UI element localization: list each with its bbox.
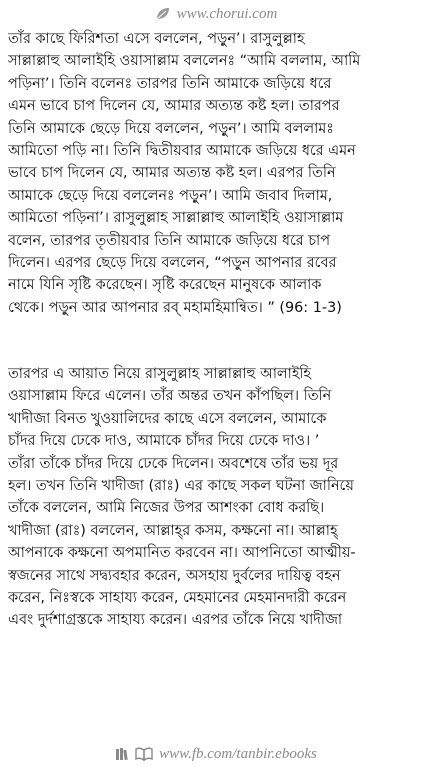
text-line: খাদীজা (রাঃ) বললেন, আল্লাহ্‌র কসম, কক্ষনো না। আল্লাহ্ [8,522,338,539]
paragraph-1 [8,28,424,319]
text-line: হল। তখন তিনি খাদীজা (রাঃ) এর কাছে সকল ঘটনা জানিয়ে [8,478,354,495]
paragraph-spacer [8,319,424,363]
text-line: এবং দুর্দশাগ্রস্তকে সাহায্য করেন। এরপর তাঁকে নিয়ে খাদীজা [8,612,343,629]
header-watermark: www.chorui.com [176,5,278,22]
text-line: তারপর এ আয়াত নিয়ে রাসুলুল্লাহ সাল্লাল্লাহু আলাইহি [8,366,311,383]
page-header [0,4,432,24]
text-line: খাদীজা বিনত খুওয়ালিদের কাছে এসে বললেন, আমাকে [8,410,327,427]
text-line: করেন, নিঃস্বকে সাহায্য করেন, মেহমানের মেহমানদারী করেন [8,589,347,606]
text-line: চাঁদর দিয়ে ঢেকে দাও, আমাকে চাঁদর দিয়ে ঢেকে দাও। ’ [8,433,320,450]
text-line: তাঁকে বললেন, আমি নিজের উপর আশংকা বোধ করছি। [8,500,325,517]
text-line: ভাবে চাপ দিলেন যে, আমার অত্যন্ত কষ্ট হল। এরপর তিনি [8,165,336,182]
footer-watermark: www.fb.com/tanbir.ebooks [159,745,317,762]
text-line: আমাকে ছেড়ে দিয়ে বললেনঃ পড়ুন’। আমি জবাব দিলাম, [8,187,333,204]
text-line: ওয়াসাল্লাম ফিরে এলেন। তাঁর অন্তর তখন কাঁপছিল। তিনি [8,388,332,405]
leaf-logo-icon [155,7,171,21]
text-line: নামে যিনি সৃষ্টি করেছেন। সৃষ্টি করেছেন মানুষকে আলাক [8,277,322,294]
text-line: আমিতো পড়িনা’। রাসুলুল্লাহ সাল্লাল্লাহু আলাইহি ওয়াসাল্লাম [8,210,344,227]
text-line: স্বজনের সাথে সদ্ব্যবহার করেন, অসহায় দুর্বলের দায়িত্ব বহন [8,567,341,584]
text-line: তাঁরা তাঁকে চাঁদর দিয়ে ঢেকে দিলেন। অবশেষে তাঁর ভয় দূর [8,455,339,472]
text-line: আমিতো পড়ি না। তিনি দ্বিতীয়বার আমাকে জড়িয়ে ধরে এমন [8,142,356,159]
page-body [8,28,424,632]
text-line: তিনি আমাকে ছেড়ে দিয়ে বললেন, পড়ুন’। আমি বললামঃ [8,120,334,137]
text-line: তাঁর কাছে ফিরিশতা এসে বললেন, পড়ুন’। রাসুলুল্লাহ [8,31,305,47]
open-book-icon [135,747,153,761]
page-footer [0,744,432,764]
text-line: দিলেন। এরপর ছেড়ে দিয়ে বললেন, “পড়ুন আপনার রবের [8,254,337,271]
text-line: এমন ভাবে চাপ দিলেন যে, আমার অত্যন্ত কষ্ট হল। তারপর [8,98,340,115]
text-line: আপনাকে কক্ষনো অপমানিত করবেন না। আপনিতো আত্মীয়- [8,545,356,562]
text-line: বলেন, তারপর তৃতীয়বার তিনি আমাকে জড়িয়ে ধরে চাপ [8,232,330,249]
paragraph-2 [8,363,424,632]
text-line: থেকে। পড়ুন আর আপনার রব্ মহামহিমান্বিত। ” (96: 1-3) [8,299,342,316]
text-line: পড়িনা’। তিনি বলেনঃ তারপর তিনি আমাকে জড়িয়ে ধরে [8,75,332,92]
books-icon [115,747,129,761]
text-line: সাল্লাল্লাহু আলাইহি ওয়াসাল্লাম বললেনঃ “আমি বললাম, আমি [8,53,361,70]
